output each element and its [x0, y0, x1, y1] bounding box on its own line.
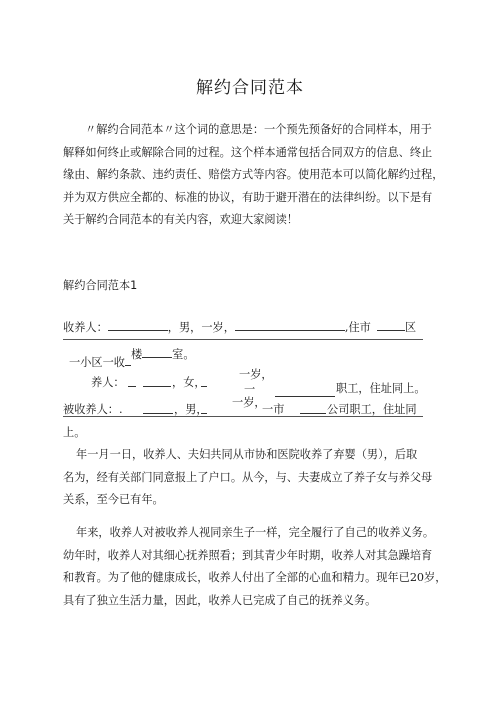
document-title: 解约合同范本 — [196, 78, 304, 98]
label-occupation: 职工，住址同上。 — [336, 382, 426, 395]
intro-line: 缘由、解约条款、违约责任、赔偿方式等内容。使用范本可以简化解约过程， — [63, 168, 444, 181]
section-title: 解约合同范本1 — [63, 279, 138, 292]
paragraph-line: 具有了独立生活力量，因此，收养人已完成了自己的抚养义务。 — [63, 593, 377, 607]
label-age: 一岁， — [239, 368, 273, 381]
blank-field — [143, 401, 173, 414]
form-line-address — [69, 345, 195, 369]
blank-field — [128, 374, 136, 387]
blank-field — [275, 384, 335, 397]
label-room: 室。 — [172, 348, 195, 361]
label-city2: 一市 — [262, 403, 285, 416]
blank-field — [235, 318, 345, 331]
paragraph-line: 名为，经有关部门同意报上了户口。从今，与、夫妻成立了养子女与养父母 — [63, 470, 433, 484]
label-district: 区 — [404, 321, 417, 334]
label-gender-age: ，男，一岁， — [167, 321, 235, 334]
form-divider — [63, 339, 423, 340]
label-company: 公司职工，住址同 — [327, 403, 417, 416]
paragraph-line: 关系，至今已有年。 — [63, 493, 164, 506]
label-community: 一小区一收 — [69, 356, 125, 369]
intro-line: 并为双方供应全都的、标准的协议，有助于避开潜在的法律纠纷。以下是有 — [63, 190, 433, 204]
paragraph-line: 幼年时，收养人对其细心抚养照看；到其青少年时期，收养人对其急躁培育 — [63, 548, 433, 562]
label-age2: 一岁， — [232, 396, 266, 409]
label-adopter2: 养人： — [91, 376, 125, 389]
paragraph-obligation — [63, 522, 447, 612]
paragraph-line: 年来，收养人对被收养人视同亲生子一样，完全履行了自己的收养义务。 — [76, 526, 435, 539]
paragraph-adoption — [63, 444, 435, 512]
label-adopter: 收养人： — [63, 321, 108, 334]
label-dash: 一 — [244, 383, 256, 396]
intro-line: 解释如何终止或解除合同的过程。这个样本通常包括合同双方的信息、终止 — [63, 145, 433, 159]
blank-field — [201, 401, 207, 414]
blank-field — [143, 374, 171, 387]
blank-field — [300, 401, 326, 414]
label-city: ,住市 — [344, 321, 371, 334]
paragraph-line: 年一月一日，收养人、夫妇共同从市协和医院收养了弃婴（男），后取 — [76, 448, 418, 461]
blank-field — [125, 353, 131, 366]
form-line-adopter — [63, 318, 416, 335]
intro-paragraph — [63, 119, 444, 232]
label-adoptee: 被收养人：. — [63, 403, 123, 416]
label-above: 上。 — [63, 426, 86, 439]
blank-field — [201, 374, 207, 387]
paragraph-line: 和教育。为了他的健康成长，收养人付出了全部的心血和精力。现年已20岁， — [63, 571, 447, 584]
blank-field — [142, 345, 172, 358]
intro-line: 关于解约合同范本的有关内容，欢迎大家阅读！ — [63, 213, 298, 226]
label-female: ，女， — [172, 376, 206, 389]
label-male: ，男， — [174, 403, 208, 416]
intro-line: 〃解约合同范本〃这个词的意思是：一个预先预备好的合同样本，用于 — [85, 123, 432, 136]
label-building: 楼 — [130, 348, 143, 361]
form-divider — [63, 416, 423, 417]
blank-field — [108, 318, 168, 331]
blank-field — [377, 318, 405, 331]
